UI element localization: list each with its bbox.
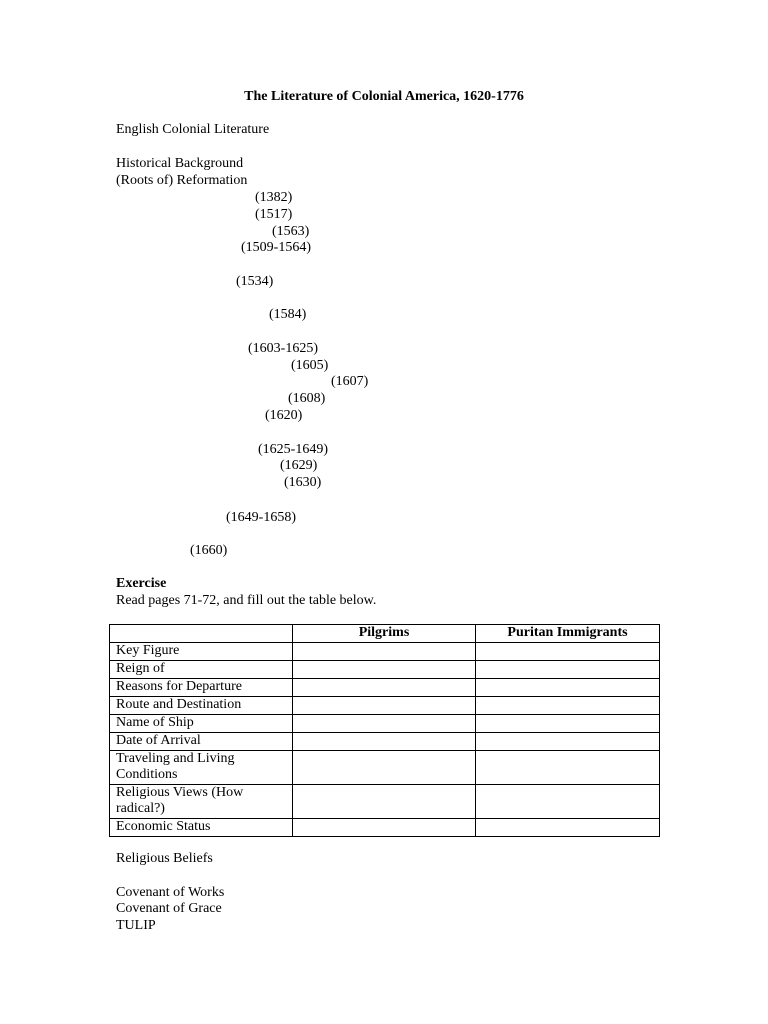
exercise-instruction: Read pages 71-72, and fill out the table below.: [116, 593, 377, 608]
date-entry: (1608): [288, 391, 326, 406]
date-entry: (1605): [291, 358, 329, 373]
puritan-cell[interactable]: [476, 715, 660, 733]
date-entry: (1660): [190, 543, 228, 558]
date-entry: (1563): [272, 224, 310, 239]
date-entry: (1509-1564): [241, 240, 311, 255]
table-header-cell: [110, 625, 293, 643]
date-entry: (1607): [331, 374, 369, 389]
pilgrims-cell[interactable]: [293, 679, 476, 697]
puritan-cell[interactable]: [476, 733, 660, 751]
date-entry: (1534): [236, 274, 274, 289]
date-entry: (1649-1658): [226, 510, 296, 525]
pilgrims-cell[interactable]: [293, 697, 476, 715]
row-label: Date of Arrival: [110, 733, 293, 751]
table-row: [110, 643, 660, 661]
belief-item: TULIP: [116, 918, 156, 933]
date-entry: (1382): [255, 190, 293, 205]
exercise-heading: Exercise: [116, 576, 167, 591]
table-row: [110, 679, 660, 697]
pilgrims-cell[interactable]: [293, 661, 476, 679]
puritan-cell[interactable]: [476, 819, 660, 837]
table-row: [110, 661, 660, 679]
row-label: Key Figure: [110, 643, 293, 661]
row-label: Reasons for Departure: [110, 679, 293, 697]
belief-item: Covenant of Works: [116, 885, 225, 900]
date-entry: (1584): [269, 307, 307, 322]
puritan-cell[interactable]: [476, 661, 660, 679]
puritan-cell[interactable]: [476, 643, 660, 661]
date-entry: (1603-1625): [248, 341, 318, 356]
religious-beliefs-heading: Religious Beliefs: [116, 851, 213, 866]
table-header-puritan-immigrants: Puritan Immigrants: [476, 625, 660, 643]
row-label: Traveling and Living Conditions: [110, 751, 293, 785]
puritan-cell[interactable]: [476, 785, 660, 819]
row-label: Reign of: [110, 661, 293, 679]
puritan-cell[interactable]: [476, 697, 660, 715]
date-entry: (1625-1649): [258, 442, 328, 457]
pilgrims-cell[interactable]: [293, 751, 476, 785]
pilgrims-cell[interactable]: [293, 643, 476, 661]
pilgrims-cell[interactable]: [293, 733, 476, 751]
belief-item: Covenant of Grace: [116, 901, 222, 916]
pilgrims-cell[interactable]: [293, 715, 476, 733]
table-header-pilgrims: Pilgrims: [293, 625, 476, 643]
reformation-subheading: (Roots of) Reformation: [116, 173, 248, 188]
date-entry: (1629): [280, 458, 318, 473]
row-label: Religious Views (How radical?): [110, 785, 293, 819]
table-row: [110, 715, 660, 733]
table-row: [110, 697, 660, 715]
table-header-row: [110, 625, 660, 643]
date-entry: (1517): [255, 207, 293, 222]
puritan-cell[interactable]: [476, 679, 660, 697]
row-label: Name of Ship: [110, 715, 293, 733]
row-label: Economic Status: [110, 819, 293, 837]
date-entry: (1620): [265, 408, 303, 423]
section-title: English Colonial Literature: [116, 122, 270, 137]
table-row: [110, 733, 660, 751]
date-entry: (1630): [284, 475, 322, 490]
table-row: [110, 819, 660, 837]
comparison-table: [109, 624, 660, 837]
row-label: Route and Destination: [110, 697, 293, 715]
puritan-cell[interactable]: [476, 751, 660, 785]
historical-background-heading: Historical Background: [116, 156, 244, 171]
table-row: [110, 785, 660, 819]
page-title: The Literature of Colonial America, 1620-1776: [244, 89, 524, 104]
table-row: [110, 751, 660, 785]
pilgrims-cell[interactable]: [293, 819, 476, 837]
pilgrims-cell[interactable]: [293, 785, 476, 819]
